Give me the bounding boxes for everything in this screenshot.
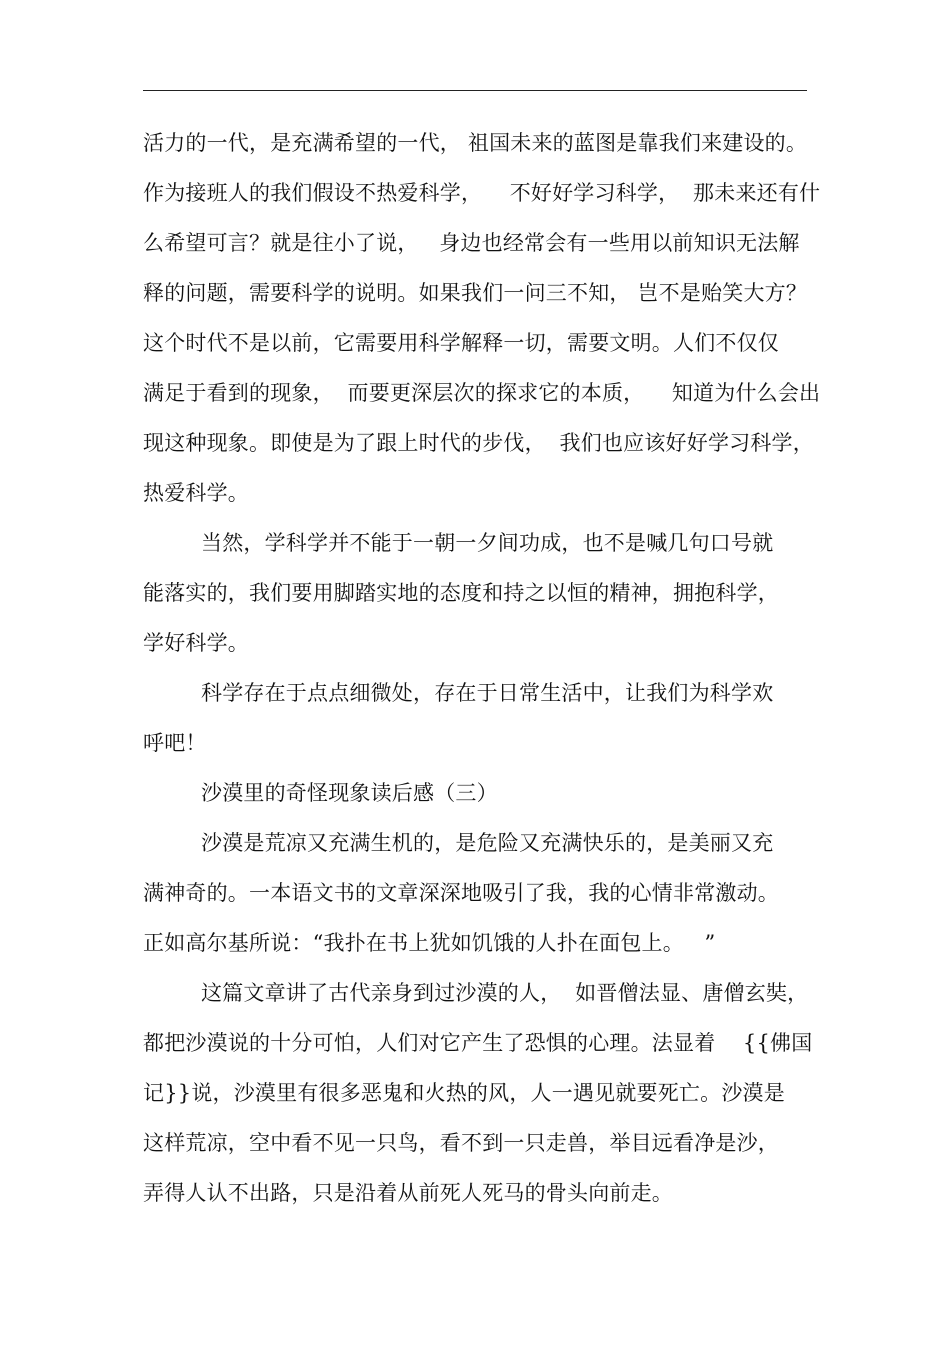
text-line: 能落实的，我们要用脚踏实地的态度和持之以恒的精神，拥抱科学， — [143, 581, 779, 605]
text-line: 科学存在于点点细微处，存在于日常生活中，让我们为科学欢 — [201, 681, 774, 705]
text-line: 现这种现象。即使是为了跟上时代的步伐， 我们也应该好好学习科学， — [143, 431, 814, 455]
text-line: 学好科学。 — [143, 631, 249, 655]
text-line: 满足于看到的现象， 而要更深层次的探求它的本质， 知道为什么会出 — [143, 381, 821, 405]
text-line: 都把沙漠说的十分可怕，人们对它产生了恐惧的心理。法显着 {{佛国 — [143, 1031, 813, 1055]
text-line: 热爱科学。 — [143, 481, 249, 505]
text-line: 呼吧！ — [143, 731, 207, 755]
text-line: 活力的一代，是充满希望的一代， 祖国未来的蓝图是靠我们来建设的。 — [143, 131, 808, 155]
section-heading: 沙漠里的奇怪现象读后感（三） — [201, 781, 498, 805]
text-line: 记}}说，沙漠里有很多恶鬼和火热的风，人一遇见就要死亡。沙漠是 — [143, 1081, 785, 1105]
text-line: 弄得人认不出路，只是沿着从前死人死马的骨头向前走。 — [143, 1181, 673, 1205]
text-line: 这个时代不是以前，它需要用科学解释一切，需要文明。人们不仅仅 — [143, 331, 779, 355]
text-line: 么希望可言？就是往小了说， 身边也经常会有一些用以前知识无法解 — [143, 231, 800, 255]
text-line: 这样荒凉，空中看不见一只鸟，看不到一只走兽，举目远看净是沙， — [143, 1131, 779, 1155]
text-line: 释的问题，需要科学的说明。如果我们一问三不知， 岂不是贻笑大方？ — [143, 281, 808, 305]
text-line: 正如高尔基所说：“我扑在书上犹如饥饿的人扑在面包上。 ” — [143, 931, 716, 955]
text-line: 作为接班人的我们假设不热爱科学， 不好好学习科学， 那未来还有什 — [143, 181, 821, 205]
text-line: 满神奇的。一本语文书的文章深深地吸引了我，我的心情非常激动。 — [143, 881, 779, 905]
header-rule — [143, 90, 807, 91]
text-line: 沙漠是荒凉又充满生机的，是危险又充满快乐的，是美丽又充 — [201, 831, 774, 855]
text-line: 这篇文章讲了古代亲身到过沙漠的人， 如晋僧法显、唐僧玄奘， — [201, 981, 809, 1005]
text-line: 当然，学科学并不能于一朝一夕间功成，也不是喊几句口号就 — [201, 531, 774, 555]
